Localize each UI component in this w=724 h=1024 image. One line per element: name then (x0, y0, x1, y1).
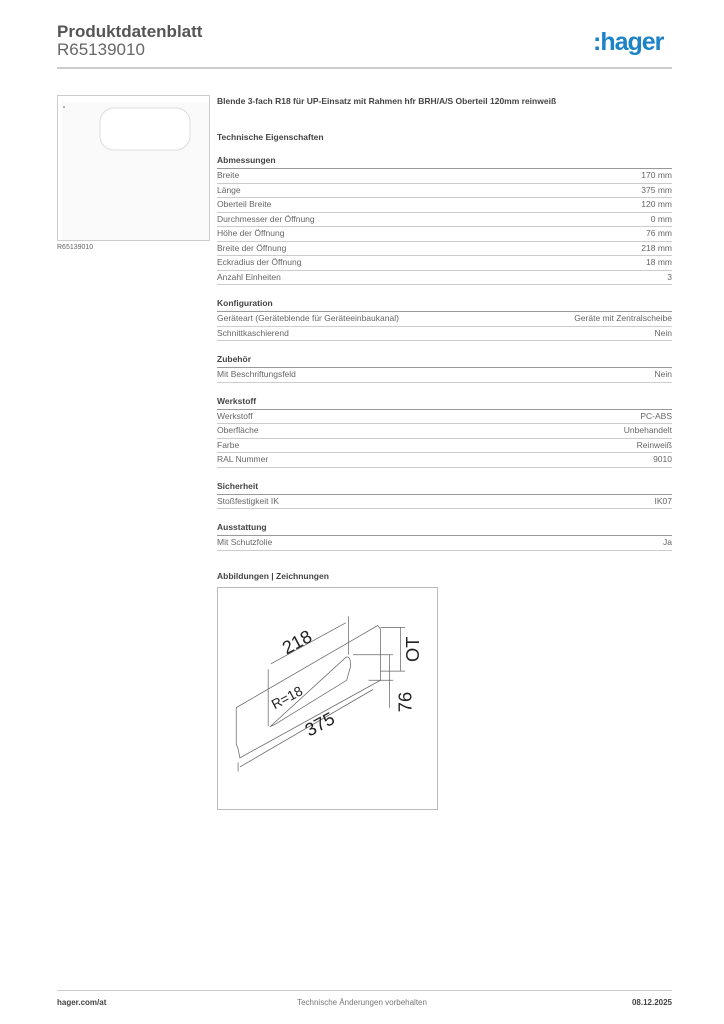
property-value: 3 (667, 271, 672, 282)
table-row (217, 213, 672, 228)
property-value: 18 mm (646, 257, 672, 267)
property-label: Durchmesser der Öffnung (217, 213, 315, 224)
property-label: Breite der Öffnung (217, 242, 287, 253)
tech-heading: Technische Eigenschaften (217, 132, 324, 142)
section-heading: Abmessungen (217, 155, 672, 169)
property-label: Mit Beschriftungsfeld (217, 369, 296, 379)
property-label: Länge (217, 184, 241, 195)
property-value: 76 mm (646, 228, 672, 238)
section-konfiguration (217, 298, 672, 341)
table-row (217, 198, 672, 213)
property-label: Eckradius der Öffnung (217, 257, 302, 267)
section-abmessungen (217, 155, 672, 285)
table-row (217, 424, 672, 439)
footer-disclaimer: Technische Änderungen vorbehalten (297, 998, 427, 1007)
property-value: Unbehandelt (623, 425, 672, 435)
hager-logo: :hager (593, 28, 664, 56)
table-row (217, 169, 672, 184)
image-caption: R65139010 (57, 244, 94, 251)
property-value: PC-ABS (640, 410, 672, 421)
property-label: Anzahl Einheiten (217, 271, 281, 282)
property-label: Stoßfestigkeit IK (217, 495, 279, 506)
property-label: RAL Nummer (217, 454, 269, 464)
section-heading: Ausstattung (217, 522, 672, 536)
section-werkstoff (217, 396, 672, 468)
table-row (217, 256, 672, 271)
section-ausstattung (217, 522, 672, 551)
table-row (217, 227, 672, 242)
section-heading: Konfiguration (217, 298, 672, 312)
property-value: Ja (663, 537, 672, 547)
dim-height: 76 (394, 691, 416, 712)
property-value: Geräte mit Zentralscheibe (574, 313, 672, 323)
property-label: Oberteil Breite (217, 199, 272, 209)
table-row (217, 242, 672, 257)
section-heading: Sicherheit (217, 481, 672, 495)
property-value: Nein (654, 369, 672, 379)
section-heading: Werkstoff (217, 396, 672, 410)
product-code: R65139010 (57, 40, 145, 59)
table-row (217, 410, 672, 425)
property-label: Geräteart (Geräteblende für Geräteeinbaukanal) (217, 313, 399, 323)
dim-radius: R=18 (268, 682, 306, 712)
property-label: Höhe der Öffnung (217, 228, 285, 238)
table-row (217, 327, 672, 342)
header-divider (57, 67, 672, 69)
figures-heading: Abbildungen | Zeichnungen (217, 570, 329, 581)
property-label: Breite (217, 170, 240, 180)
footer-website-link[interactable]: hager.com/at (57, 998, 107, 1007)
table-row (217, 439, 672, 454)
footer-date: 08.12.2025 (631, 998, 672, 1007)
property-value: 9010 (653, 454, 672, 464)
section-zubehör (217, 354, 672, 383)
table-row (217, 536, 672, 551)
property-value: Nein (654, 327, 672, 338)
dim-length: 375 (301, 707, 339, 740)
table-row (217, 453, 672, 468)
dim-ot: OT (401, 636, 423, 662)
page-title: Produktdatenblatt (57, 22, 203, 41)
property-value: Reinweiß (636, 439, 672, 450)
property-label: Oberfläche (217, 425, 259, 435)
property-value: 0 mm (650, 213, 672, 224)
property-label: Farbe (217, 439, 240, 450)
product-name: Blende 3-fach R18 für UP-Einsatz mit Rahmen hfr BRH/A/S Oberteil 120mm reinweiß (217, 96, 557, 106)
table-row (217, 368, 672, 383)
property-label: Schnittkaschierend (217, 327, 289, 338)
product-image (57, 95, 210, 241)
table-row (217, 495, 672, 510)
section-heading: Zubehör (217, 354, 672, 368)
footer-divider (57, 990, 672, 991)
property-label: Mit Schutzfolie (217, 537, 273, 547)
table-row (217, 271, 672, 286)
dim-width: 218 (278, 624, 316, 658)
property-label: Werkstoff (217, 410, 253, 421)
main-content (217, 96, 672, 810)
property-value: 375 mm (641, 184, 672, 195)
section-sicherheit (217, 481, 672, 510)
table-row (217, 184, 672, 199)
property-value: 170 mm (641, 170, 672, 180)
technical-drawing (217, 587, 438, 810)
property-value: IK07 (654, 495, 672, 506)
property-value: 218 mm (641, 242, 672, 253)
property-value: 120 mm (641, 199, 672, 209)
table-row (217, 312, 672, 327)
